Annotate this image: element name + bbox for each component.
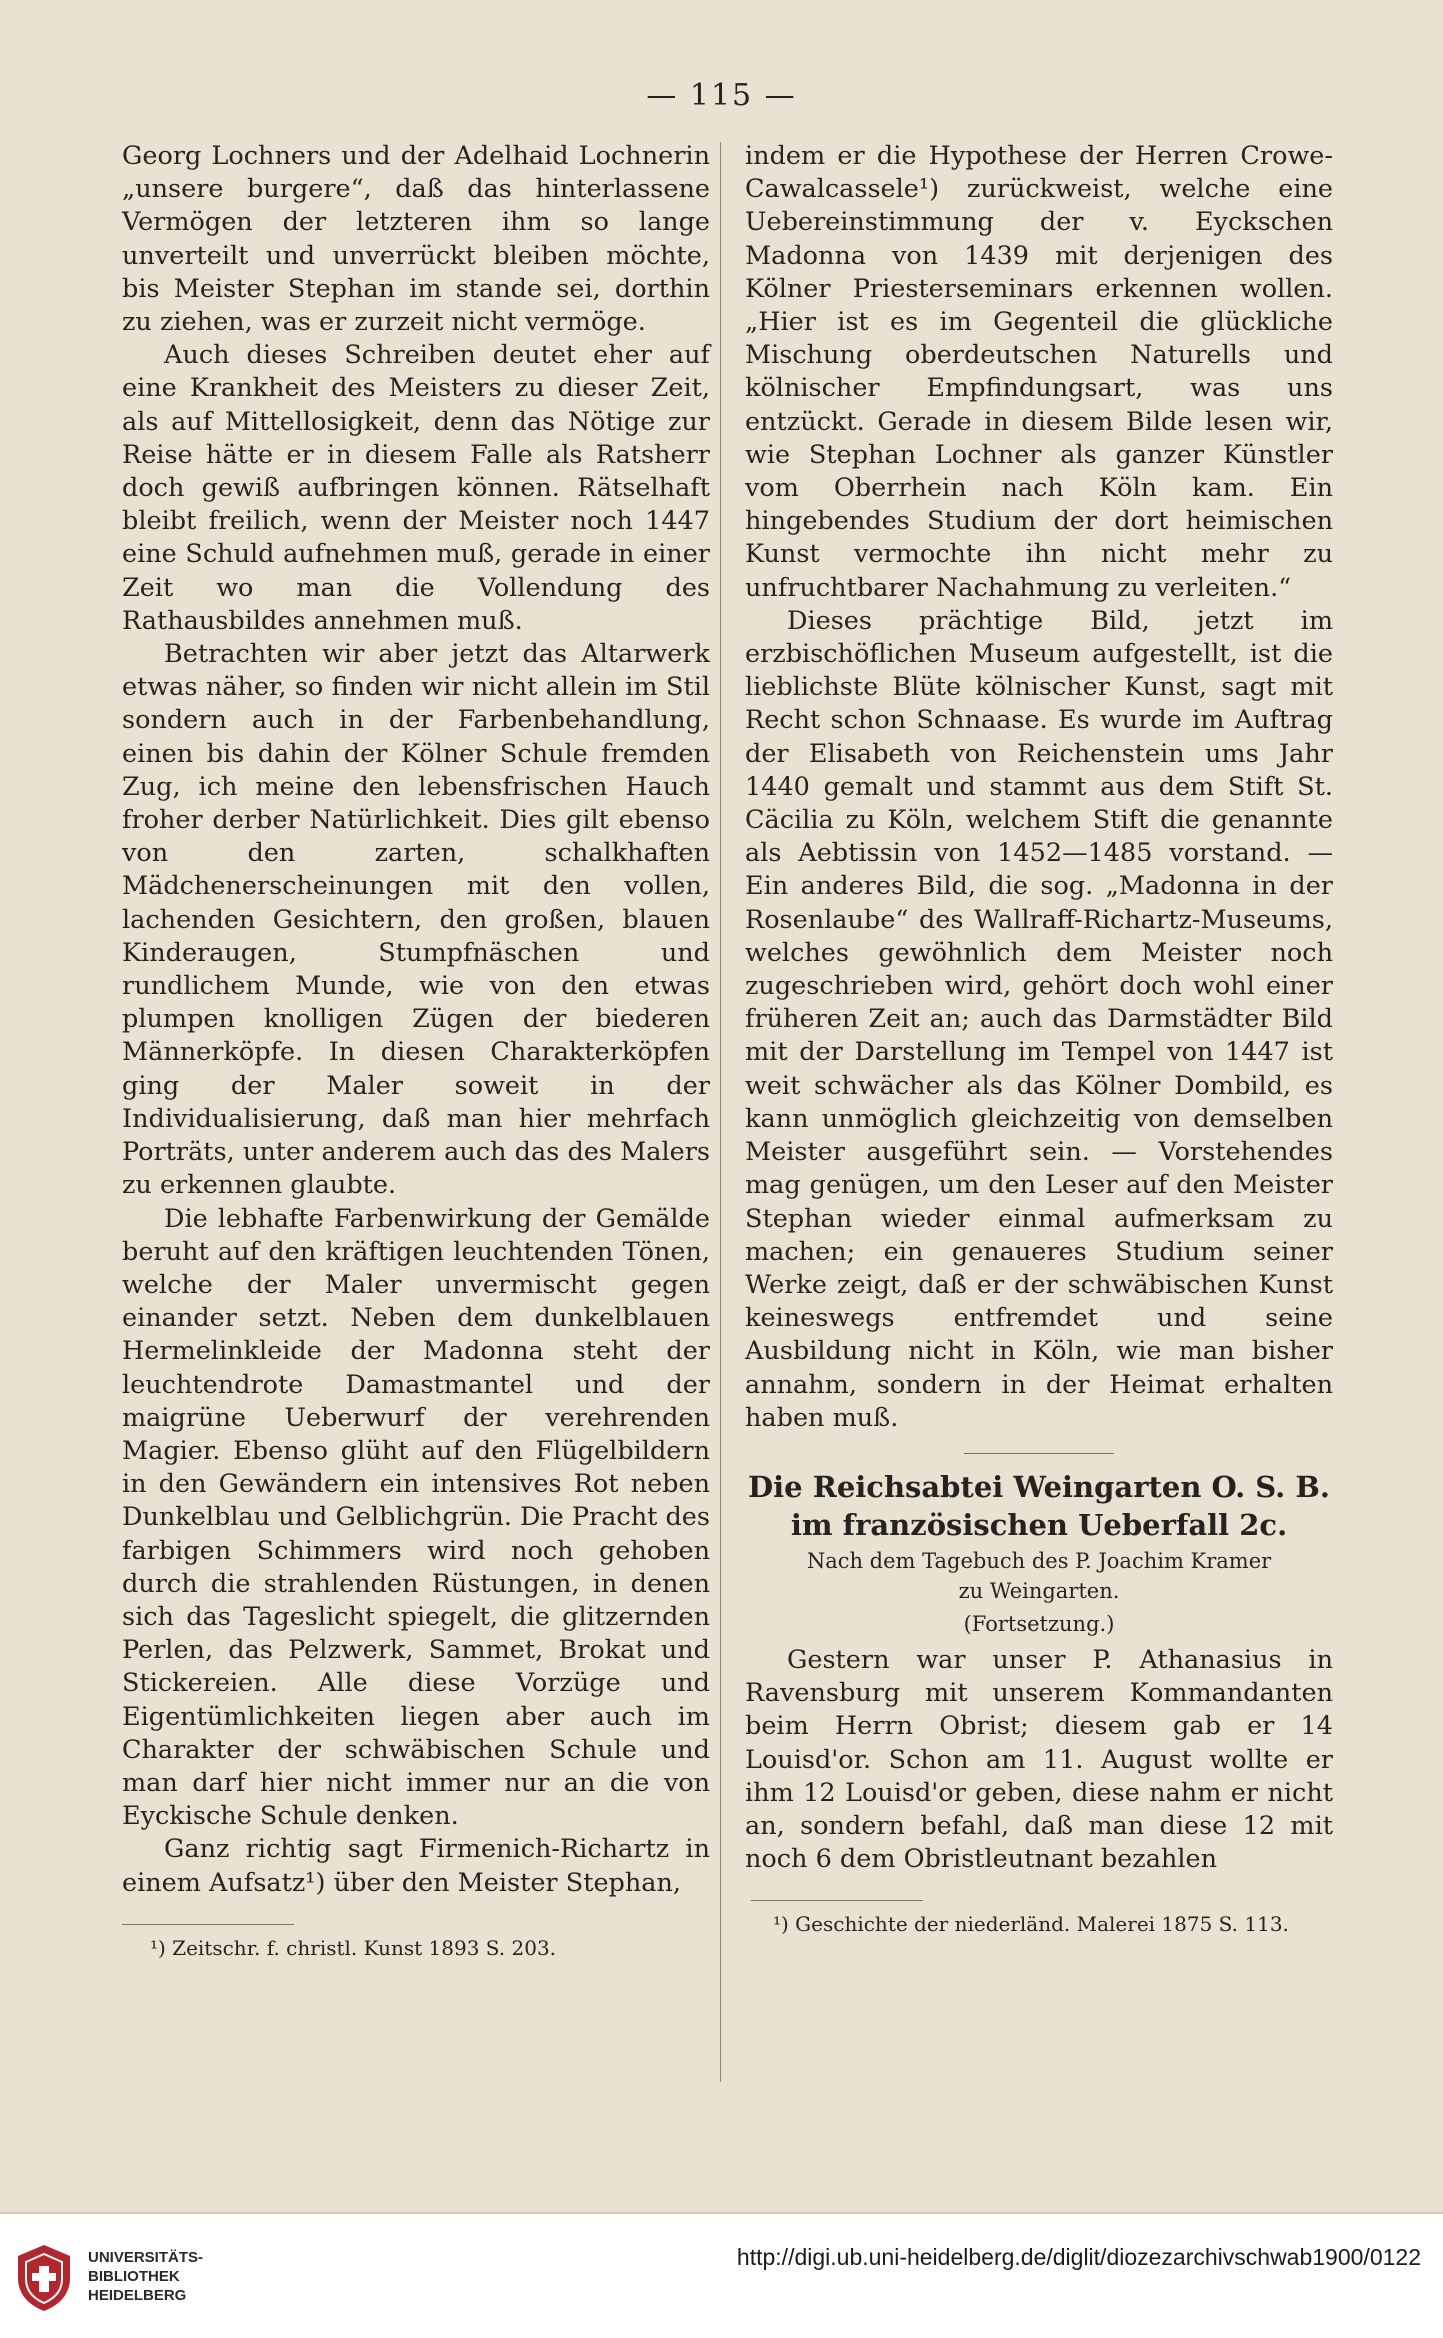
footnote: ¹) Geschichte der niederländ. Malerei 1875 S. 113.	[773, 1912, 1289, 1937]
university-seal-icon	[12, 2242, 76, 2314]
paragraph: indem er die Hypothese der Herren Crowe-Cawalcassele¹) zurückweist, welche eine Uebereinstimmung der v. Eyckschen Madonna von 1439 mit derjenigen des Kölner Priesterseminars erkennen wollen. „Hier ist es im Gegenteil die glückliche Mischung oberdeutschen Naturells und kölnischer Empfindungsart, was uns entzückt. Gerade in diesem Bilde lesen wir, wie Stephan Lochner als ganzer Künstler vom Oberrhein nach Köln kam. Ein hingebendes Studium der dort heimischen Kunst vermochte ihn nicht mehr zu unfruchtbarer Nachahmung zu verleiten.“	[745, 141, 1333, 603]
paragraph: Gestern war unser P. Athanasius in Ravensburg mit unserem Kommandanten beim Herrn Obrist; diesem gab er 14 Louisd'or. Schon am 11. August wollte er ihm 12 Louisd'or geben, diese nahm er nicht an, sondern befahl, daß man diese 12 mit noch 6 dem Obristleutnant bezahlen	[745, 1644, 1333, 1875]
footnote: ¹) Zeitschr. f. christl. Kunst 1893 S. 203.	[150, 1935, 557, 1960]
article-subtitle-line2: zu Weingarten.	[958, 1578, 1120, 1603]
paragraph: Auch dieses Schreiben deutet eher auf eine Krankheit des Meisters zu dieser Zeit, als auf Mittellosigkeit, denn das Nötige zur Reise hätte er in diesem Falle als Ratsherr doch gewiß aufbringen können. Rätselhaft bleibt freilich, wenn der Meister noch 1447 eine Schuld aufnehmen muß, gerade in einer Zeit wo man die Vollendung des Rathausbildes annehmen muß.	[122, 340, 710, 636]
page-number: — 115 —	[646, 78, 797, 113]
paragraph: Die lebhafte Farbenwirkung der Gemälde beruht auf den kräftigen leuchtenden Tönen, welche der Maler unvermischt gegen einander setzt. Neben dem dunkelblauen Hermelinkleide der Madonna steht der leuchtendrote Damastmantel und der maigrüne Ueberwurf der verehrenden Magier. Ebenso glüht auf den Flügelbildern in den Gewändern ein intensives Rot neben Dunkelblau und Gelblichgrün. Die Pracht des farbigen Schimmers wird noch gehoben durch die strahlenden Rüstungen, in denen sich das Tageslicht spiegelt, die glitzernden Perlen, das Pelzwerk, Sammet, Brokat und Stickereien. Alle diese Vorzüge und Eigentümlichkeiten liegen aber auch im Charakter der schwäbischen Schule und man darf hier nicht immer nur an die von Eyckische Schule denken.	[122, 1203, 710, 1832]
article-title-line2: im französischen Ueberfall 2c.	[790, 1507, 1288, 1542]
library-name-line: HEIDELBERG	[88, 2287, 187, 2304]
column-divider	[720, 142, 721, 2082]
right-column	[745, 140, 1333, 1938]
footnote-rule	[122, 1924, 294, 1925]
library-name-line: BIBLIOTHEK	[88, 2268, 180, 2285]
article-continuation: (Fortsetzung.)	[963, 1611, 1115, 1636]
article-title-line1: Die Reichsabtei Weingarten O. S. B.	[748, 1469, 1330, 1504]
footnote-rule	[751, 1900, 923, 1901]
source-url-link[interactable]: http://digi.ub.uni-heidelberg.de/diglit/diozezarchivschwab1900/0122	[736, 2244, 1421, 2270]
paragraph: Georg Lochners und der Adelhaid Lochnerin „unsere burgere“, daß das hinterlassene Vermögen der letzteren ihm so lange unverteilt und unverrückt bleiben möchte, bis Meister Stephan im stande sei, dorthin zu ziehen, was er zurzeit nicht vermöge.	[122, 141, 710, 338]
paragraph: Betrachten wir aber jetzt das Altarwerk etwas näher, so finden wir nicht allein im Stil sondern auch in der Farbenbehandlung, einen bis dahin der Kölner Schule fremden Zug, ich meine den lebensfrischen Hauch froher derber Natürlichkeit. Dies gilt ebenso von den zarten, schalkhaften Mädchenerscheinungen mit den vollen, lachenden Gesichtern, den großen, blauen Kinderaugen, Stumpfnäschen und rundlichem Munde, wie von den etwas plumpen knolligen Zügen der biederen Männerköpfe. In diesen Charakterköpfen ging der Maler soweit in der Individualisierung, daß man hier mehrfach Porträts, unter anderem auch das des Malers zu erkennen glaubte.	[122, 639, 710, 1201]
library-name	[88, 2248, 203, 2305]
library-name-line: UNIVERSITÄTS-	[88, 2249, 204, 2266]
section-separator	[964, 1453, 1114, 1454]
footer-bar	[0, 2214, 1443, 2338]
left-column	[122, 140, 710, 1962]
paragraph: Ganz richtig sagt Firmenich-Richartz in einem Aufsatz¹) über den Meister Stephan,	[122, 1834, 710, 1898]
article-subtitle-line1: Nach dem Tagebuch des P. Joachim Kramer	[806, 1548, 1272, 1573]
paragraph: Dieses prächtige Bild, jetzt im erzbischöflichen Museum aufgestellt, ist die lieblichste Blüte kölnischer Kunst, sagt mit Recht schon Schnaase. Es wurde im Auftrag der Elisabeth von Reichenstein ums Jahr 1440 gemalt und stammt aus dem Stift St. Cäcilia zu Köln, welchem Stift die genannte als Aebtissin von 1452—1485 vorstand. — Ein anderes Bild, die sog. „Madonna in der Rosenlaube“ des Wallraff-Richartz-Museums, welches gewöhnlich dem Meister noch zugeschrieben wird, gehört doch wohl einer früheren Zeit an; auch das Darmstädter Bild mit der Darstellung im Tempel von 1447 ist weit schwächer als das Kölner Dombild, es kann unmöglich gleichzeitig von demselben Meister ausgeführt sein. — Vorstehendes mag genügen, um den Leser auf den Meister Stephan wieder einmal aufmerksam zu machen; ein genaueres Studium seiner Werke zeigt, daß er der schwäbischen Kunst keineswegs entfremdet und seine Ausbildung nicht in Köln, wie man bisher annahm, sondern in der Heimat erhalten haben muß.	[745, 605, 1333, 1433]
